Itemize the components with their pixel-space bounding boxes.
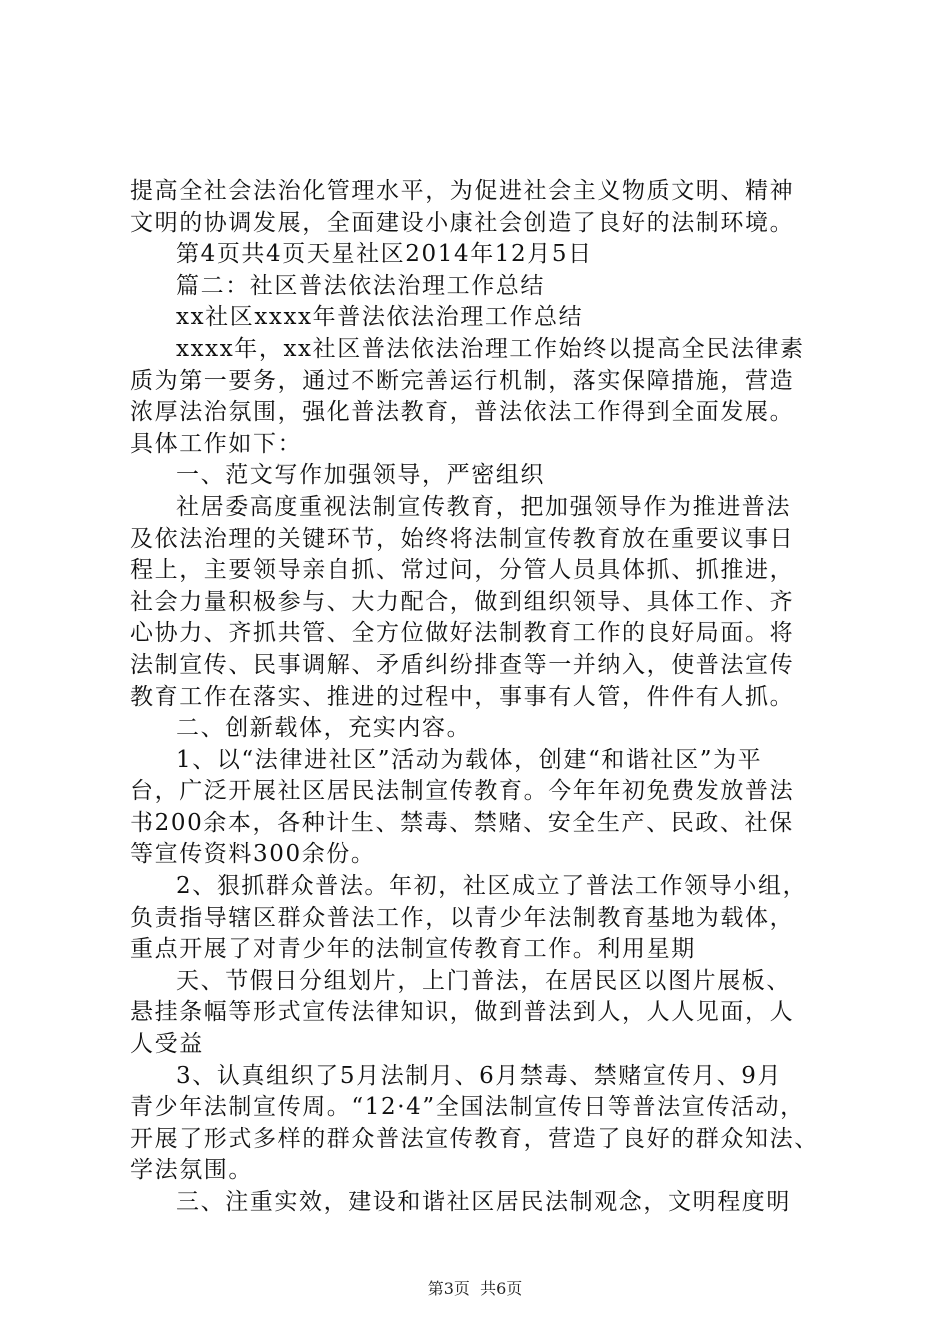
text-line: 浓厚法治氛围，强化普法教育，普法依法工作得到全面发展。 [130,399,795,426]
text-line: 重点开展了对青少年的法制宣传教育工作。利用星期 [130,936,696,963]
text-line: xx社区xxxx年普法依法治理工作总结 [176,304,584,331]
text-line: 程上，主要领导亲自抓、常过问，分管人员具体抓、抓推进， [130,557,795,584]
text-line: 3、认真组织了5月法制月、6月禁毒、禁赌宣传月、9月 [176,1062,783,1089]
text-line: 书200余本，各种计生、禁毒、禁赌、安全生产、民政、社保 [130,809,794,836]
text-line: 天、节假日分组划片，上门普法，在居民区以图片展板、 [176,967,791,994]
text-line: 提高全社会法治化管理水平，为促进社会主义物质文明、精神 [130,178,795,204]
text-line: 悬挂条幅等形式宣传法律知识，做到普法到人，人人见面，人 [130,999,795,1026]
text-line: 2、狠抓群众普法。年初，社区成立了普法工作领导小组， [176,873,808,900]
text-line: 人受益 [130,1031,204,1058]
text-line: 一、范文写作加强领导，严密组织 [176,462,545,489]
text-line: 教育工作在落实、推进的过程中，事事有人管，件件有人抓。 [130,683,795,710]
text-line: 第4页共4页天星社区2014年12月5日 [176,241,593,268]
text-line: 青少年法制宣传周。“12·4”全国法制宣传日等普法宣传活动， [130,1094,805,1121]
text-line: 三、注重实效，建设和谐社区居民法制观念，文明程度明 [176,1189,791,1215]
text-line: 质为第一要务，通过不断完善运行机制，落实保障措施，营造 [130,367,795,394]
text-line: xxxx年，xx社区普法依法治理工作始终以提高全民法律素 [176,335,805,362]
text-line: 台，广泛开展社区居民法制宣传教育。今年年初免费发放普法 [130,778,795,805]
text-line: 法制宣传、民事调解、矛盾纠纷排查等一并纳入，使普法宣传 [130,651,795,678]
text-line: 文明的协调发展，全面建设小康社会创造了良好的法制环境。 [130,209,795,236]
document-body [130,176,830,1219]
text-line: 等宣传资料300余份。 [130,841,376,868]
text-line: 开展了形式多样的群众普法宣传教育，营造了良好的群众知法、 [130,1125,819,1152]
text-line: 学法氛围。 [130,1157,253,1184]
text-line: 篇二：社区普法依法治理工作总结 [176,272,545,299]
page-footer: 第3页 共6页 [427,1279,523,1298]
text-line: 1、以“法律进社区”活动为载体，创建“和谐社区”为平 [176,746,763,773]
text-line: 社会力量积极参与、大力配合，做到组织领导、具体工作、齐 [130,588,795,615]
text-line: 心协力、齐抓共管、全方位做好法制教育工作的良好局面。将 [130,620,795,647]
text-line: 社居委高度重视法制宣传教育，把加强领导作为推进普法 [176,493,791,520]
text-line: 及依法治理的关键环节，始终将法制宣传教育放在重要议事日 [130,525,795,552]
text-line: 具体工作如下： [130,430,303,457]
text-line: 负责指导辖区群众普法工作，以青少年法制教育基地为载体， [130,904,795,931]
text-line: 二、创新载体，充实内容。 [176,715,472,742]
